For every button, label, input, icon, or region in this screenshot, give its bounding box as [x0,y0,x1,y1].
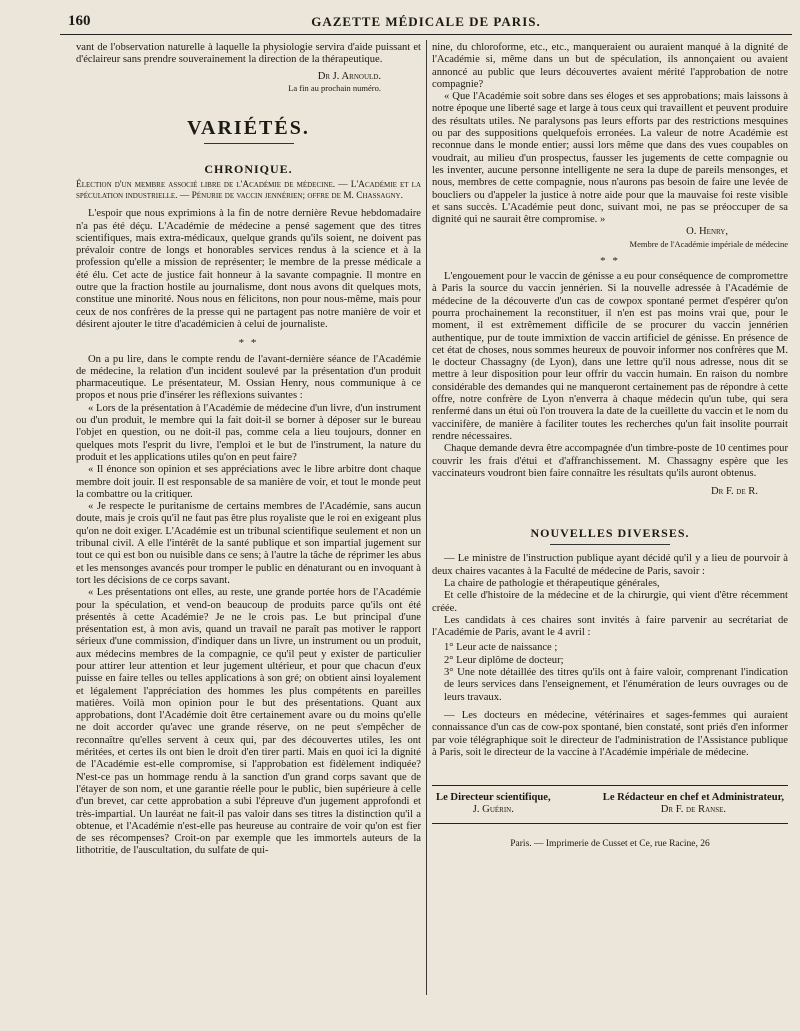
paragraph: « Les présentations ont elles, au reste, une grande portée hors de l'Académie pour la spéculation, et vend-on beaucoup de produits parce qu'ils ont été présentés à cette Académie? Je ne le crois pas. Le but principal d'une présentation est, à mon avis, quand un travail ne paraît pas motiver le rapport sérieux d'une commission, d'indiquer dans un livre, un instrument ou un produit, aux médecins membres de la compagnie, ce qu'il peut y exister de particulier pour attirer leur attention et leur jugement ultérieur, et pour que chacun d'eux puisse en faire telles ou telles applications à son gré; on obtient ainsi loyalement et légalement l'appréciation des hommes les plus compétents en pareilles matières. Voilà mon opinion pour le but des présentations. Quant aux approbations, dont l'Académie doit être certainement avare ou du moins qu'elle ne doit accorder qu'avec une grande réserve, on ne peut s'empêcher de reconnaître qu'elles servent à ceux qui, par des découvertes utiles, les ont méritées, et certes ils ont bien le droit d'en tirer parti. Mais en quoi ici la dignité de l'Académie est-elle compromise, si l'approbation est fidèlement indiquée? N'est-ce pas un hommage rendu à la sanction d'un grand corps savant que de l'étayer de son nom, et une garantie réelle pour le public, bien supérieure à celle d'un brevet, car cette approbation a subi l'épreuve d'un jugement approfondi et très-impartial. Un lauréat ne fait-il pas valoir dans ses titres la distinction qu'il a obtenue, et l'Académie n'est-elle pas heureuse au contraire de voir qu'on est fier de ses récompenses? Croit-on par exemple que les immortels auteurs de la lithotritie, de l'auscultation, du sulfate de qui- [76,587,421,857]
paragraph: L'engouement pour le vaccin de génisse a eu pour conséquence de compromettre à Paris la source du vaccin jennérien. Si la nouvelle adressée à l'Académie de médecine de la découverte d'un cas de cowpox spontané permet d'espérer qu'on pourra prochainement la reconstituer, il n'en est pas moins vrai que, pour le moment, il est extrêmement difficile de se procurer du vaccin jennérien authentique, pur de toute immixtion de vaccin artificiel de génisse. En présence de cet état de choses, nous sommes heureux de pouvoir informer nos confrères que M. le docteur Chassagny (de Lyon), dans une lettre qu'il nous adresse, nous dit se mettre à leur disposition pour leur offrir du vaccin humain. En raison du nombre considérable des demandes qui ne manqueront certainement pas de répondre à cette offre, notre confrère de Lyon n'enverra à chaque médecin qu'un tube, qui sera renfermé dans un étui où l'on trouvera la date de la cueillette du vaccin et le nom du vaccinifère, de manière à faciliter toutes les recherches qu'un fait insolite pourrait rendre nécessaires. [432,271,788,442]
paragraph: Les candidats à ces chaires sont invités à faire parvenir au secrétariat de l'Académie de Paris, avant le 4 avril : [432,614,788,639]
paragraph: — Le ministre de l'instruction publique ayant décidé qu'il y a lieu de pourvoir à deux chaires vacantes à la Faculté de médecine de Paris, savoir : [432,553,788,577]
paragraph: « Je respecte le puritanisme de certains membres de l'Académie, sans aucun doute, mais je crois qu'il ne faut pas être plus royaliste que le roi en exigeant plus qu'on ne doit exiger. L'Académie est un tribunal scientifique seulement et non un tribunal civil. A elle l'intérêt de la santé publique et son impartial jugement sur tout ce qui est bon ou nuisible dans ce sens; à l'autre la tâche de réprimer les abus et les mensonges avancés pour tromper le public en dénaturant ou en invoquant à tort les décisions de ce corps savant. [76,501,421,586]
list-item: 2° Leur diplôme de docteur; [444,654,564,666]
column-divider [426,40,427,995]
title-underline [204,143,294,144]
list-item: 1° Leur acte de naissance ; [444,642,558,654]
director-role: Le Directeur scientifique, [436,792,551,804]
author-signature: Dr J. Arnould. [317,70,381,82]
director-block [436,792,551,817]
paragraph: L'espoir que nous exprimions à la fin de notre dernière Revue hebdomadaire n'a pas été déçu. L'Académie de médecine a pensé sagement que des titres scientifiques, mais extra-médicaux, quelque grands qu'ils soient, ne doivent pas prévaloir contre de longs et honorables services rendus à la science et à la profession qu'elle a mission de représenter; le membre de la presse médicale a été élu. Cet acte de justice fait honneur à la savante compagnie. Il montre en outre que la fraction hostile au journalisme, dont nous avons dit quelques mots, constitue une minorité. Nous nous en félicitons, non pour nous-même, mais pour ceux de nos confrères de la presse qui ne partagent pas notre manière de voir et désirent ajouter le titre d'académicien à celui de journaliste. [76,208,421,330]
footer-rule [432,785,788,786]
title-underline [550,544,670,545]
editor-role: Le Rédacteur en chef et Administrateur, [602,792,784,804]
footer-rule [432,823,788,824]
author-title: Membre de l'Académie impériale de médecine [629,238,788,249]
section-title-nouvelles: NOUVELLES DIVERSES. [530,526,690,541]
section-asterism: * * [238,337,259,350]
paragraph: La chaire de pathologie et thérapeutique générales, [444,577,660,589]
section-title-chronique: CHRONIQUE. [204,161,293,176]
paragraph: « Lors de la présentation à l'Académie de médecine d'un livre, d'un instrument ou d'un produit, le membre qui la fait doit-il se borner à déposer sur le bureau l'objet en question, ou ne doit-il pas, comme cela a lieu toujours, donner en quelques mots l'esprit du livre, l'emploi et le but de l'instrument, la nature du produit et les applications utiles qu'on en peut faire? [76,402,421,463]
article-continuation: vant de l'observation naturelle à laquelle la physiologie servira d'aide puissant et d'éclaireur sans prendre souverainement la direction de la thérapeutique. [76,42,421,66]
requirements-list [444,642,788,703]
paragraph: Chaque demande devra être accompagnée d'un timbre-poste de 10 centimes pour couvrir les frais d'étui et d'affranchissement. M. Chassagny espère que les vaccinateurs voudront bien faire connaître les résultats qu'ils auront obtenus. [432,443,788,479]
editor-name: Dr F. de Ranse. [660,804,727,816]
journal-title: GAZETTE MÉDICALE DE PARIS. [311,14,541,29]
section-asterism: * * [600,254,620,267]
left-column [76,42,421,858]
page-number: 160 [68,13,91,29]
right-column [432,42,788,850]
editor-block [603,792,784,817]
paragraph: « Il énonce son opinion et ses appréciations avec le libre arbitre dont chaque membre doit jouir. Il est responsable de sa manière de voir, et tout le monde peut la combattre ou la critiquer. [76,464,421,500]
editors-signature [432,792,788,817]
chronicle-topics: Élection d'un membre associé libre de l'Académie de médecine. — L'Académie et la spéculation industrielle. — Pénurie de vaccin jennérien; offre de M. Chassagny. [76,179,421,202]
continued-note: La fin au prochain numéro. [288,82,381,93]
author-signature: O. Henry, [686,226,728,238]
paragraph: — Les docteurs en médecine, vétérinaires et sages-femmes qui auraient connaissance d'un cas de cow-pox spontané, bien constaté, sont priés d'en informer par voie télégraphique soit le directeur de l'administration de l'Assistance publique à Paris, soit le directeur de la vaccine à l'Académie impériale de médecine. [432,709,788,758]
printer-line: Paris. — Imprimerie de Cusset et Ce, rue Racine, 26 [510,838,710,849]
paragraph: Et celle d'histoire de la médecine et de la chirurgie, qui vient d'être récemment créée. [432,590,788,614]
paragraph: nine, du chloroforme, etc., etc., manqueraient ou auraient manqué à la dignité de l'Académie si, même dans un but de spéculation, ils annonçaient ou avaient annoncé au public que leurs découvertes avaient mérité l'approbation de notre compagnie? [432,42,788,90]
paragraph: On a pu lire, dans le compte rendu de l'avant-dernière séance de l'Académie de médecine, la relation d'un incident soulevé par la présentation d'un produit pharmaceutique. Le présentateur, M. Ossian Henry, nous communique à ce propos et nous prie d'insérer les réflexions suivantes : [76,353,421,402]
page-header [60,14,792,35]
section-title-varietes: VARIÉTÉS. [187,116,310,139]
author-signature: Dr F. de R. [710,486,758,498]
list-item: 3° Une note détaillée des titres qu'ils ont à faire valoir, comprenant l'indication de leurs services dans l'enseignement, et l'énumération de leurs ouvrages ou de leurs travaux. [444,667,788,703]
paragraph: « Que l'Académie soit sobre dans ses éloges et ses approbations; mais laissons à notre époque une liberté sage et large à tous ceux qui travaillent et peuvent produire des résultats utiles. Ne paralysons pas leurs efforts par des restrictions mesquines ou par des suppositions quelquefois erronées. La valeur de notre Académie est reconnue dans le monde entier; aussi lors même que dans des vues coupables on voudrait, au milieu d'un prospectus, fausser les jugements de cette compagnie ou les inventer, aucune personne intelligente ne sera la dupe de pareils mensonges, et nous, membres de cette compagnie, nous n'aurons pas besoin de faire une levée de boucliers ou d'appeler la justice à notre aide pour que la mauvaise foi reste visible et sans succès. L'Académie peut donc, suivant moi, ne pas se préoccuper de sa dignité qui ne saurait être compromise. » [432,91,788,226]
director-name: J. Guérin. [472,804,514,816]
